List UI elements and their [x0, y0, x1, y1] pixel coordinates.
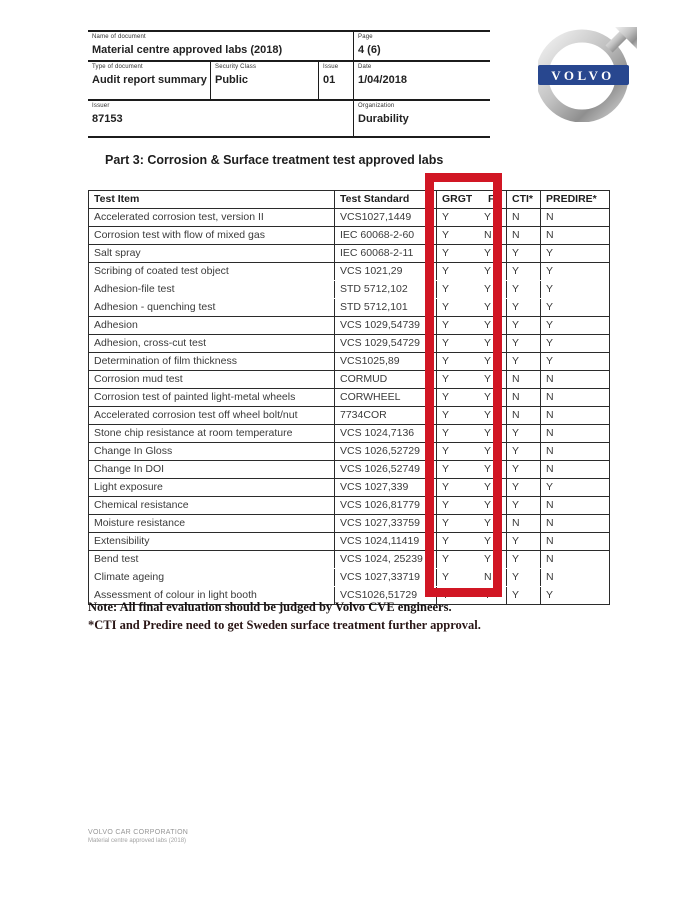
grgt-cell: Y	[442, 409, 450, 421]
test-item-cell: Scribing of coated test object	[89, 263, 335, 280]
footer-doc-name: Material centre approved labs (2018)	[88, 838, 187, 844]
test-item-cell: Determination of film thickness	[89, 353, 335, 370]
grgt-cell: Y	[442, 499, 450, 511]
fa-cell: Y	[472, 551, 507, 568]
test-item-cell: Change In DOI	[89, 461, 335, 478]
issuer-value: 87153	[92, 113, 123, 125]
grgt-cell: Y	[442, 553, 450, 565]
predire-cell: N	[546, 391, 554, 403]
cti-cell: Y	[507, 299, 541, 316]
test-standard-cell: VCS1027,1449	[335, 209, 437, 226]
table-row	[89, 299, 609, 317]
test-standard-cell: VCS 1026,52749	[335, 461, 437, 478]
fa-cell: Y	[472, 299, 507, 316]
predire-cell: N	[546, 445, 554, 457]
issuer-cell	[88, 101, 353, 136]
cti-cell: Y	[507, 479, 541, 496]
cti-cell: Y	[507, 245, 541, 262]
fa-cell: Y	[472, 461, 507, 478]
cti-cell: N	[507, 209, 541, 226]
test-item-cell: Salt spray	[89, 245, 335, 262]
grgt-cell: Y	[442, 265, 450, 277]
grgt-cell: Y	[442, 445, 450, 457]
test-standard-cell: STD 5712,102	[335, 281, 437, 298]
test-standard-cell: CORMUD	[335, 371, 437, 388]
name-of-document-label: Name of document	[92, 34, 146, 40]
table-row	[89, 479, 609, 497]
type-of-document-label: Type of document	[92, 64, 143, 70]
grgt-cell: Y	[442, 247, 450, 259]
fa-cell: Y	[472, 443, 507, 460]
issuer-label: Issuer	[92, 103, 110, 109]
test-item-cell: Change In Gloss	[89, 443, 335, 460]
footer-company: VOLVO CAR CORPORATION	[88, 829, 189, 836]
fa-cell: Y	[472, 209, 507, 226]
test-standard-cell: VCS 1029,54729	[335, 335, 437, 352]
highlight-rectangle	[425, 173, 502, 597]
organization-cell	[353, 101, 490, 136]
security-class-value: Public	[215, 74, 249, 86]
fa-cell: N	[472, 227, 507, 244]
cti-cell: Y	[507, 461, 541, 478]
test-item-cell: Stone chip resistance at room temperature	[89, 425, 335, 442]
grgt-cell: Y	[442, 463, 450, 475]
table-row	[89, 515, 609, 533]
grgt-cell: Y	[442, 391, 450, 403]
table-row	[89, 497, 609, 515]
test-standard-cell: VCS 1024,7136	[335, 425, 437, 442]
col-header-test-standard: Test Standard	[335, 191, 437, 208]
test-standard-cell: STD 5712,101	[335, 299, 437, 316]
test-item-cell: Accelerated corrosion test, version II	[89, 209, 335, 226]
predire-cell: N	[546, 571, 554, 583]
table-row	[89, 263, 609, 281]
table-row	[89, 371, 609, 389]
fa-cell: Y	[472, 335, 507, 352]
page-value: 4 (6)	[358, 44, 381, 56]
test-standard-cell: 7734COR	[335, 407, 437, 424]
test-item-cell: Adhesion-file test	[89, 281, 335, 298]
table-row	[89, 443, 609, 461]
test-item-cell: Accelerated corrosion test off wheel bolt/nut	[89, 407, 335, 424]
test-item-cell: Adhesion - quenching test	[89, 299, 335, 316]
table-row	[89, 227, 609, 245]
test-standard-cell: VCS 1024, 25239	[335, 551, 437, 568]
cti-cell: Y	[507, 533, 541, 550]
cti-cell: Y	[507, 497, 541, 514]
document-header-box	[88, 30, 490, 138]
predire-cell: Y	[546, 589, 554, 601]
predire-cell: N	[546, 535, 554, 547]
test-item-cell: Moisture resistance	[89, 515, 335, 532]
predire-cell: N	[546, 553, 554, 565]
cti-cell: Y	[507, 317, 541, 334]
grgt-cell: Y	[442, 319, 450, 331]
cti-cell: Y	[507, 551, 541, 568]
fa-cell: Y	[472, 587, 507, 604]
security-class-cell	[210, 62, 318, 99]
table-row	[89, 389, 609, 407]
predire-cell: N	[546, 427, 554, 439]
fa-cell: Y	[472, 407, 507, 424]
table-row	[89, 335, 609, 353]
predire-cell: Y	[546, 283, 554, 295]
security-class-label: Security Class	[215, 64, 257, 70]
predire-cell: Y	[546, 247, 554, 259]
test-standard-cell: VCS 1026,52729	[335, 443, 437, 460]
test-item-cell: Light exposure	[89, 479, 335, 496]
test-item-cell: Adhesion, cross-cut test	[89, 335, 335, 352]
fa-cell: Y	[472, 479, 507, 496]
test-standard-cell: IEC 60068-2-11	[335, 245, 437, 262]
predire-cell: N	[546, 463, 554, 475]
approved-labs-table	[88, 190, 610, 605]
table-row	[89, 425, 609, 443]
test-item-cell: Corrosion test of painted light-metal wheels	[89, 389, 335, 406]
fa-cell: Y	[472, 371, 507, 388]
test-standard-cell: VCS 1021,29	[335, 263, 437, 280]
test-standard-cell: IEC 60068-2-60	[335, 227, 437, 244]
grgt-cell: Y	[442, 571, 450, 583]
organization-label: Organization	[358, 103, 395, 109]
table-row	[89, 317, 609, 335]
table-row	[89, 407, 609, 425]
grgt-cell: Y	[442, 517, 450, 529]
test-standard-cell: VCS 1024,11419	[335, 533, 437, 550]
type-of-document-cell	[88, 62, 210, 99]
cti-cell: Y	[507, 425, 541, 442]
page-cell	[353, 32, 490, 60]
predire-cell: Y	[546, 301, 554, 313]
date-cell	[353, 62, 490, 99]
note-line-2: *CTI and Predire need to get Sweden surface treatment further approval.	[88, 618, 481, 632]
test-standard-cell: VCS1026,51729	[335, 587, 437, 604]
test-standard-cell: VCS 1027,33719	[335, 569, 437, 586]
type-of-document-value: Audit report summary	[92, 74, 207, 86]
predire-cell: N	[546, 517, 554, 529]
col-header-grgt: GRGT	[442, 193, 472, 205]
volvo-logo	[538, 26, 640, 127]
issue-label: Issue	[323, 64, 339, 70]
section-title: Part 3: Corrosion & Surface treatment test approved labs	[105, 153, 444, 167]
name-of-document-value: Material centre approved labs (2018)	[92, 44, 283, 56]
grgt-cell: Y	[442, 229, 450, 241]
predire-cell: N	[546, 229, 554, 241]
table-row	[89, 209, 609, 227]
predire-cell: N	[546, 211, 554, 223]
fa-cell: N	[472, 569, 507, 586]
test-standard-cell: VCS 1029,54739	[335, 317, 437, 334]
table-row	[89, 353, 609, 371]
test-item-cell: Bend test	[89, 551, 335, 568]
table-row	[89, 245, 609, 263]
cti-cell: N	[507, 227, 541, 244]
test-standard-cell: VCS1025,89	[335, 353, 437, 370]
predire-cell: Y	[546, 319, 554, 331]
predire-cell: Y	[546, 265, 554, 277]
fa-cell: Y	[472, 317, 507, 334]
grgt-cell: Y	[442, 355, 450, 367]
grgt-cell: Y	[442, 535, 450, 547]
cti-cell: Y	[507, 569, 541, 586]
page-footer	[88, 829, 188, 844]
test-item-cell: Chemical resistance	[89, 497, 335, 514]
col-header-cti: CTI*	[507, 191, 541, 208]
table-row	[89, 461, 609, 479]
test-standard-cell: VCS 1027,339	[335, 479, 437, 496]
cti-cell: N	[507, 389, 541, 406]
grgt-cell: Y	[442, 283, 450, 295]
cti-cell: N	[507, 371, 541, 388]
issue-cell	[318, 62, 353, 99]
col-header-fa: FA	[472, 191, 507, 208]
fa-cell: Y	[472, 425, 507, 442]
page-label: Page	[358, 34, 373, 40]
grgt-cell: Y	[442, 337, 450, 349]
cti-cell: Y	[507, 335, 541, 352]
volvo-logo-icon	[538, 26, 640, 122]
fa-cell: Y	[472, 533, 507, 550]
cti-cell: N	[507, 407, 541, 424]
test-standard-cell: VCS 1026,81779	[335, 497, 437, 514]
organization-value: Durability	[358, 113, 409, 125]
col-header-predire: PREDIRE*	[546, 193, 597, 205]
fa-cell: Y	[472, 263, 507, 280]
cti-cell: Y	[507, 443, 541, 460]
table-row	[89, 569, 609, 587]
fa-cell: Y	[472, 515, 507, 532]
cti-cell: Y	[507, 587, 541, 604]
predire-cell: N	[546, 373, 554, 385]
table-row	[89, 533, 609, 551]
predire-cell: N	[546, 499, 554, 511]
predire-cell: Y	[546, 481, 554, 493]
fa-cell: Y	[472, 497, 507, 514]
fa-cell: Y	[472, 353, 507, 370]
grgt-cell: Y	[442, 301, 450, 313]
date-value: 1/04/2018	[358, 74, 407, 86]
grgt-cell: Y	[442, 211, 450, 223]
test-item-cell: Assessment of colour in light booth	[89, 587, 335, 604]
cti-cell: Y	[507, 353, 541, 370]
volvo-logo-text: VOLVO	[551, 68, 615, 83]
test-standard-cell: VCS 1027,33759	[335, 515, 437, 532]
name-of-document-cell	[88, 32, 353, 60]
test-item-cell: Extensibility	[89, 533, 335, 550]
table-row	[89, 281, 609, 299]
predire-cell: Y	[546, 355, 554, 367]
cti-cell: Y	[507, 263, 541, 280]
table-header-row	[89, 191, 609, 209]
grgt-cell: Y	[442, 427, 450, 439]
predire-cell: N	[546, 409, 554, 421]
test-item-cell: Corrosion test with flow of mixed gas	[89, 227, 335, 244]
cti-cell: N	[507, 515, 541, 532]
test-standard-cell: CORWHEEL	[335, 389, 437, 406]
grgt-cell: Y	[442, 481, 450, 493]
grgt-cell: Y	[442, 589, 450, 601]
fa-cell: Y	[472, 245, 507, 262]
issue-value: 01	[323, 74, 336, 86]
note-line-1: Note: All final evaluation should be judged by Volvo CVE engineers.	[88, 600, 452, 614]
predire-cell: Y	[546, 337, 554, 349]
notes-block	[88, 598, 481, 634]
test-item-cell: Adhesion	[89, 317, 335, 334]
cti-cell: Y	[507, 281, 541, 298]
fa-cell: Y	[472, 389, 507, 406]
date-label: Date	[358, 64, 372, 70]
table-rows	[89, 209, 609, 604]
table-row	[89, 551, 609, 569]
col-header-test-item: Test Item	[89, 191, 335, 208]
test-item-cell: Corrosion mud test	[89, 371, 335, 388]
grgt-cell: Y	[442, 373, 450, 385]
test-item-cell: Climate ageing	[89, 569, 335, 586]
fa-cell: Y	[472, 281, 507, 298]
